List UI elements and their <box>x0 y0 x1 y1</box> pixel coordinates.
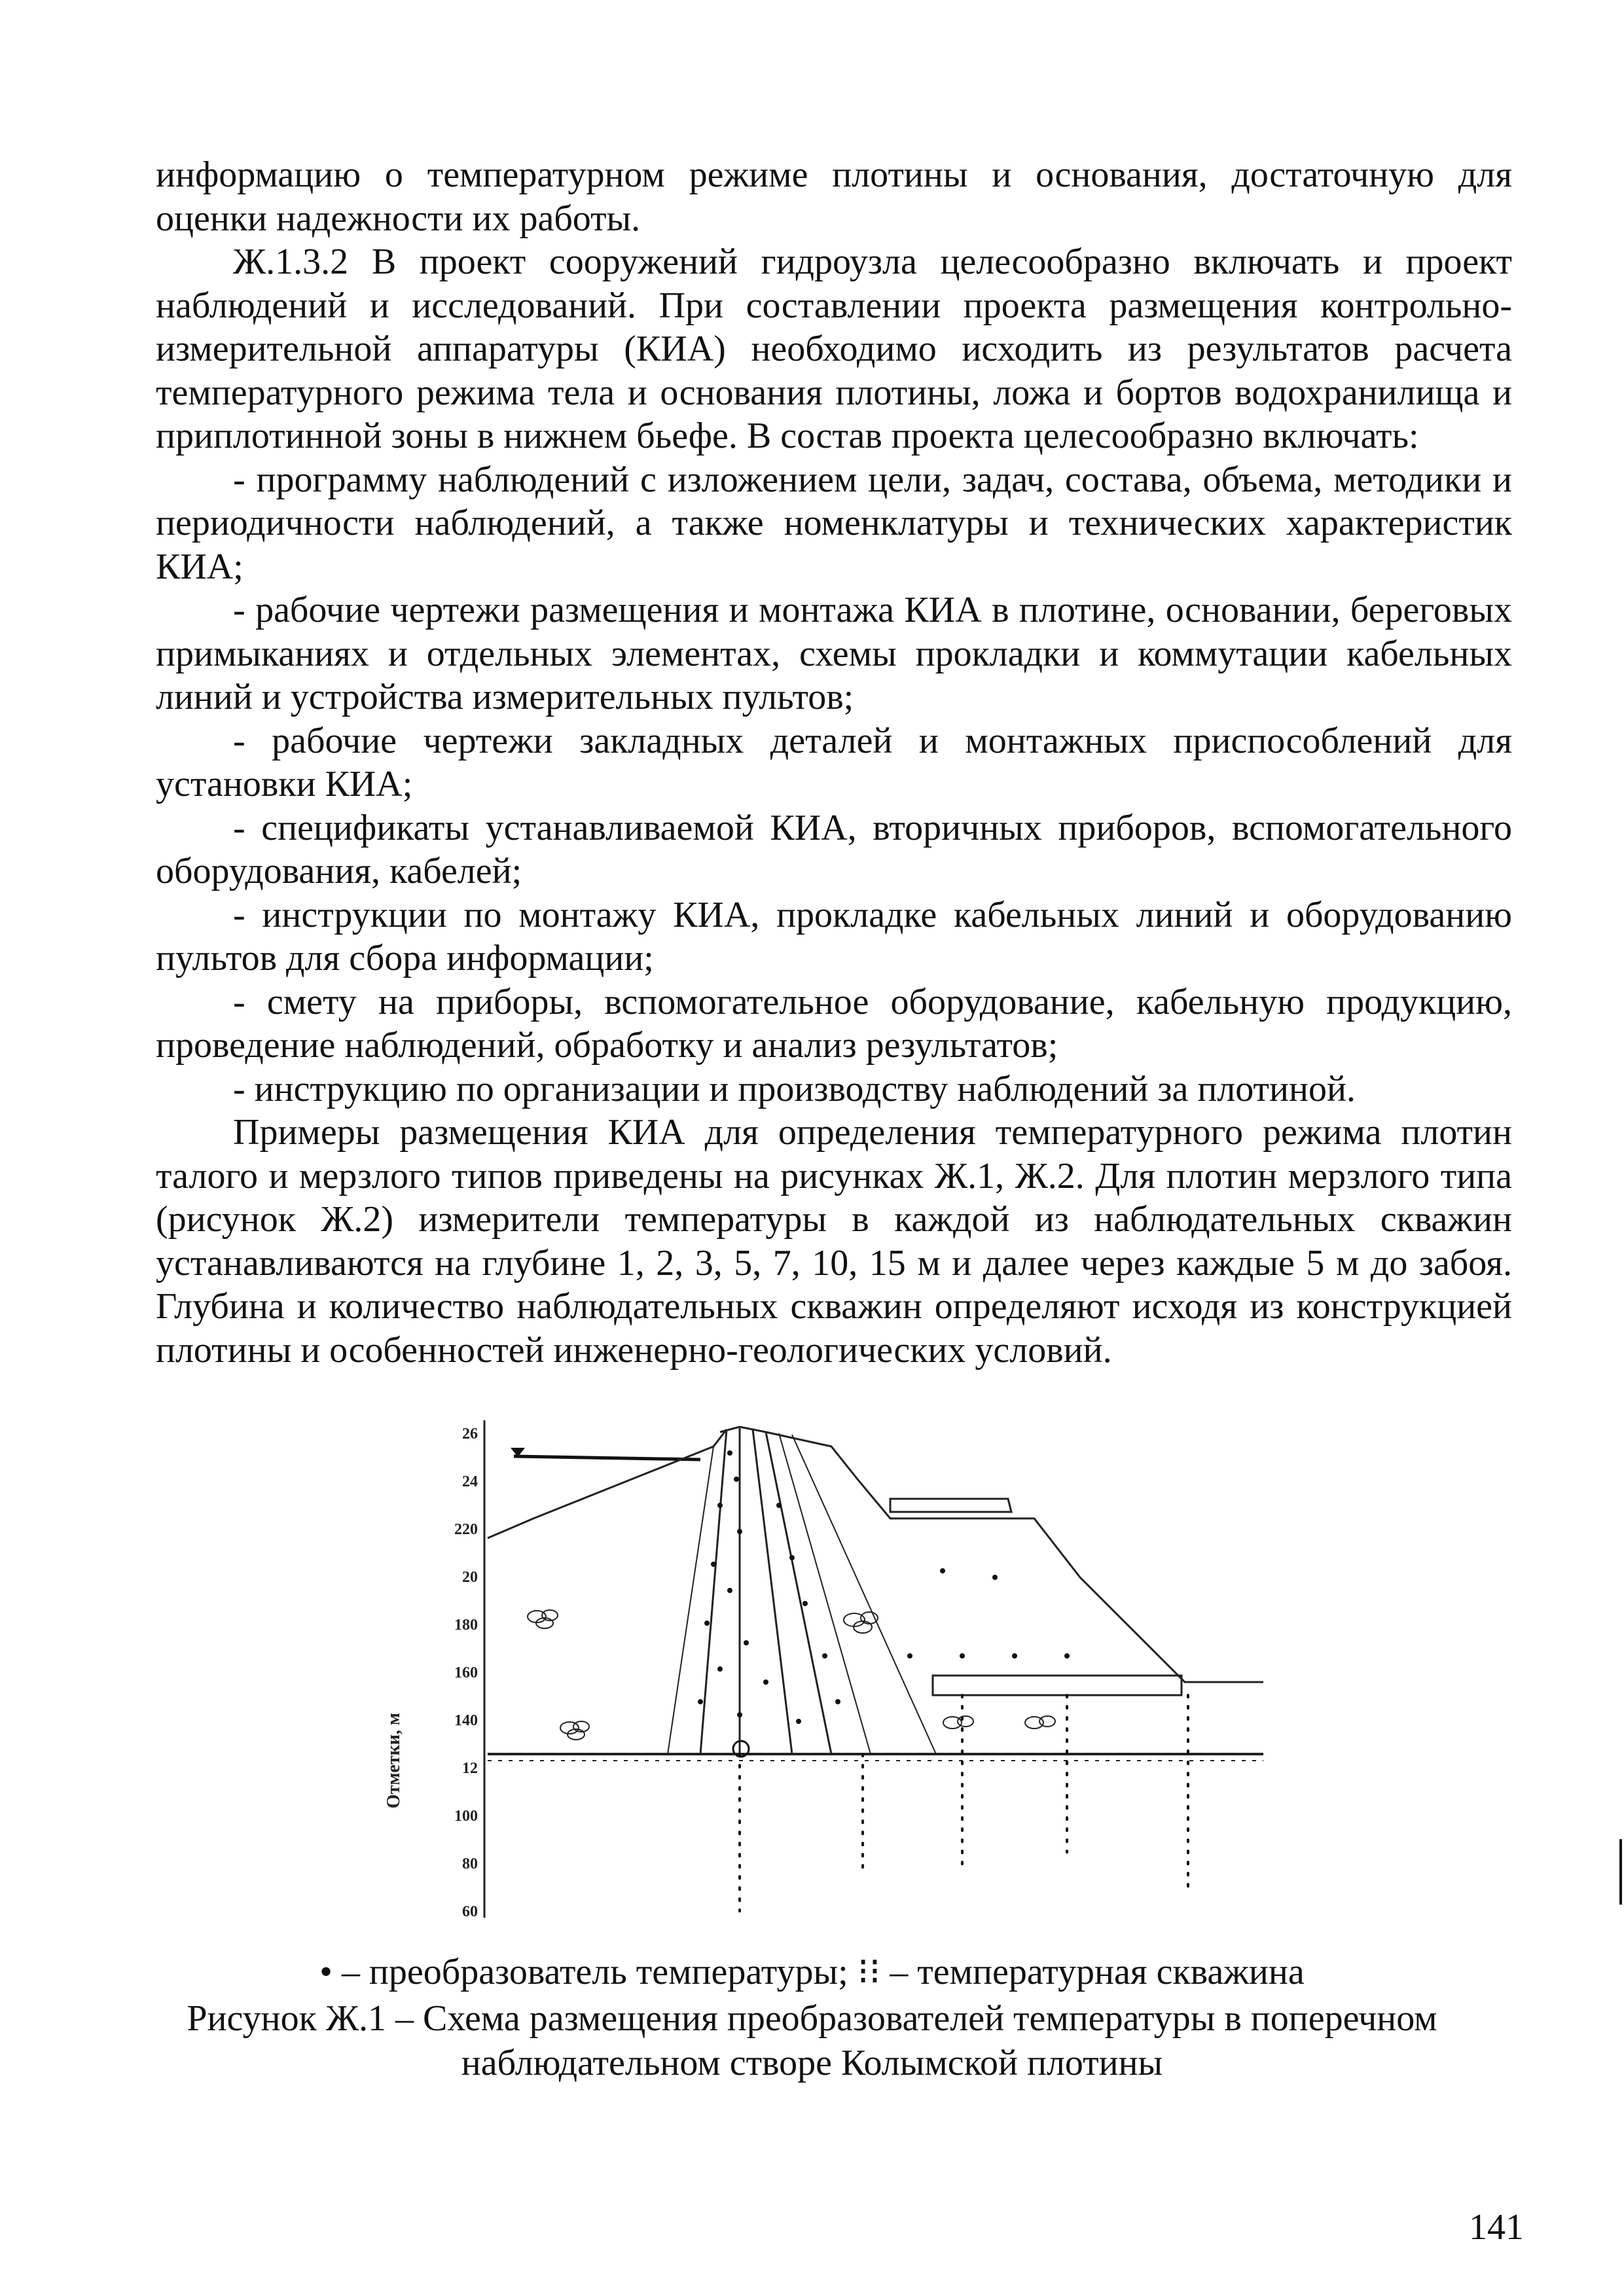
y-tick-label: 12 <box>462 1760 478 1777</box>
body-text <box>156 153 1512 1372</box>
upstream-slope <box>488 1429 727 1538</box>
y-tick-label: 20 <box>462 1569 478 1586</box>
y-tick-label: 140 <box>454 1712 478 1729</box>
paragraph-examples: Примеры размещения КИА для определения температурного режима плотин талого и мерзлого типов приведены на рисунках Ж.1, Ж.2. Для плотин мерзлого типа (рисунок Ж.2) измерители температуры в каждой из наблюдательных скважин устанавливаются на глубине 1, 2, 3, 5, 7, 10, 15 м и далее через каждые 5 м до забоя. Глубина и количество наблюдательных скважин определяют исходя из конструкцией плотины и особенностей инженерно-геологических условий. <box>156 1112 1512 1371</box>
y-tick-label: 160 <box>454 1664 478 1681</box>
list-item-program: - программу наблюдений с изложением цели, задач, состава, объема, методики и периодичности наблюдений, а также номенклатуры и технических характеристик КИА; <box>156 459 1512 587</box>
y-axis-title: Отметки, м <box>384 1712 404 1809</box>
filter-zone <box>668 1433 936 1754</box>
list-item-specifications: - спецификаты устанавливаемой КИА, вторичных приборов, вспомогательного оборудования, кабелей; <box>156 807 1512 891</box>
figure-legend: • – преобразователь температуры; ⁝⁝ – температурная скважина <box>319 1952 1305 1992</box>
caption-line-2: наблюдательном створе Колымской плотины <box>461 2043 1163 2083</box>
y-tick-label: 180 <box>454 1617 478 1634</box>
y-tick-label: 60 <box>462 1903 478 1920</box>
list-item-drawings-placement: - рабочие чертежи размещения и монтажа КИА в плотине, основании, береговых примыканиях и отдельных элементах, схемы прокладки и коммутации кабельных линий и устройства измерительных пультов; <box>156 590 1512 717</box>
downstream-toe-berm <box>933 1676 1182 1695</box>
y-tick-label: 24 <box>462 1473 478 1490</box>
figure-caption <box>0 1996 1624 2085</box>
y-tick-label: 220 <box>454 1521 478 1538</box>
list-item-drawings-parts: - рабочие чертежи закладных деталей и монтажных приспособлений для установки КИА; <box>156 720 1512 804</box>
temperature-boreholes <box>740 1695 1188 1911</box>
paragraph-section-1-3-2: Ж.1.3.2 В проект сооружений гидроузла целесообразно включать и проект наблюдений и исследований. При составлении проекта размещения контрольно-измерительной аппаратуры (КИА) необходимо исходить из результатов расчета температурного режима тела и основания плотины, ложа и бортов водохранилища и приплотинной зоны в нижнем бьефе. В состав проекта целесообразно включать: <box>156 242 1512 456</box>
y-tick-label: 100 <box>454 1808 478 1825</box>
y-tick-label: 80 <box>462 1856 478 1873</box>
y-axis-ticks <box>454 1426 478 1920</box>
reservoir-water-level <box>514 1456 700 1460</box>
dam-cross-section-figure <box>373 1407 1276 1931</box>
downstream-slope <box>766 1432 1263 1682</box>
page-number: 141 <box>1469 2207 1524 2248</box>
list-item-estimate: - смету на приборы, вспомогательное оборудование, кабельную продукцию, проведение наблюдений, обработку и анализ результатов; <box>156 981 1512 1066</box>
list-item-observation-instructions: - инструкцию по организации и производству наблюдений за плотиной. <box>233 1068 1356 1109</box>
y-tick-label: 26 <box>462 1426 478 1443</box>
downstream-berm <box>890 1499 1011 1512</box>
list-item-installation-instructions: - инструкции по монтажу КИА, прокладке кабельных линий и оборудованию пультов для сбора информации; <box>156 894 1512 978</box>
paragraph-continuation: информацию о температурном режиме плотины и основания, достаточную для оценки надежности их работы. <box>156 154 1512 239</box>
caption-line-1: Рисунок Ж.1 – Схема размещения преобразователей температуры в поперечном <box>187 1998 1437 2039</box>
temperature-transducers <box>698 1450 1070 1724</box>
scan-edge-mark <box>1619 1839 1622 1905</box>
dam-cross-section-drawing <box>373 1407 1276 1931</box>
